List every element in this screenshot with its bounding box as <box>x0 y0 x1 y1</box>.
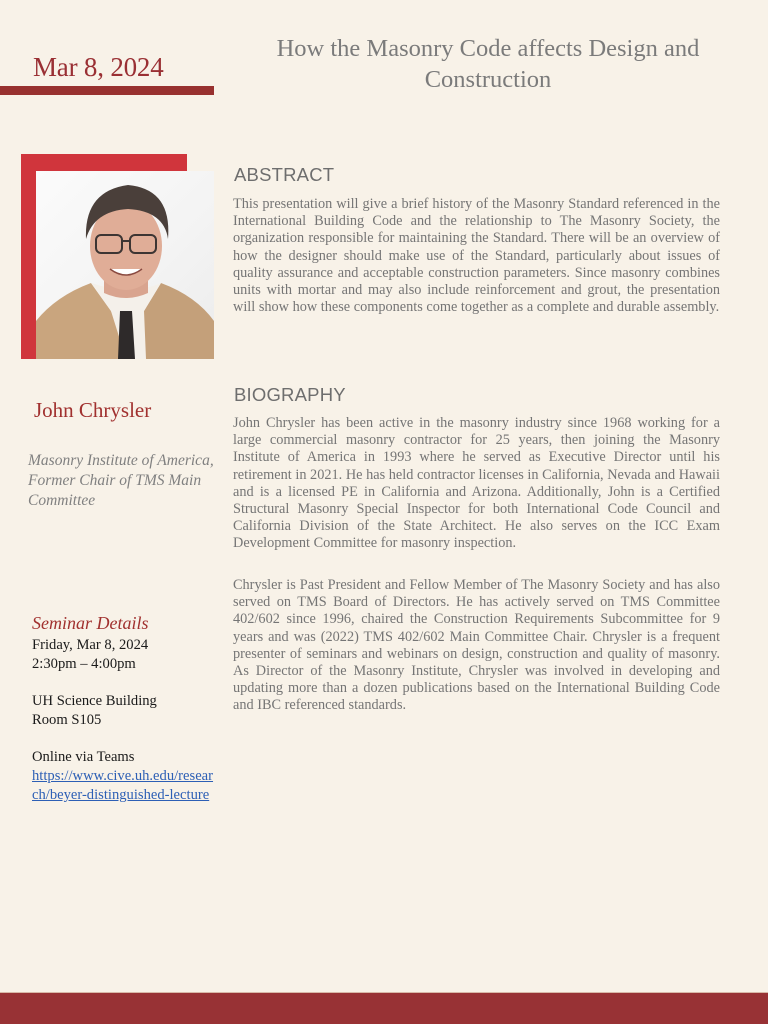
footer-bar <box>0 993 768 1024</box>
seminar-details <box>32 636 222 805</box>
seminar-building: UH Science Building <box>32 693 157 709</box>
teams-link[interactable]: https://www.cive.uh.edu/research/beyer-distinguished-lecture <box>32 768 214 803</box>
spacer <box>32 674 222 692</box>
biography-paragraph: John Chrysler has been active in the masonry industry since 1968 working for a large commercial masonry contractor for 25 years, then joining the Masonry Institute of America in 1993 where he served as Executive Director until his retirement in 2021. He has held contractor licenses in California, Nevada and Hawaii and is a licensed PE in California and Arizona. Additionally, John is a Certified Structural Masonry Special Inspector for both International Code Council and California Division of the State Architect. He also serves on the ICC Exam Development Committee for masonry inspection. <box>233 415 720 552</box>
seminar-time: 2:30pm – 4:00pm <box>32 656 136 672</box>
date-underline-bar <box>0 86 214 95</box>
speaker-affiliation: Masonry Institute of America, Former Chair of TMS Main Committee <box>28 452 214 509</box>
spacer <box>32 730 222 748</box>
online-label: Online via Teams <box>32 749 135 765</box>
portrait-illustration <box>36 171 214 359</box>
speaker-photo <box>36 171 214 359</box>
abstract-heading: ABSTRACT <box>234 164 335 185</box>
event-date: Mar 8, 2024 <box>33 52 164 82</box>
abstract-text: This presentation will give a brief history of the Masonry Standard referenced in the International Building Code and the relationship to The Masonry Society, the organization responsible for maintaining the Standard. There will be an overview of how the designer should make use of the Standard, particularly about issues of quality assurance and acceptable construction parameters. Since masonry combines units with mortar and may also include reinforcement and grout, the presentation will show how these components come together as a complete and durable assembly. <box>233 196 720 316</box>
seminar-details-heading: Seminar Details <box>32 613 149 633</box>
biography-paragraph: Chrysler is Past President and Fellow Member of The Masonry Society and has also served on TMS Board of Directors. He has actively served on TMS Committee 402/602 since 1996, chaired the Construction Requirements Subcommittee for 9 years and was (2022) TMS 402/602 Main Committee Chair. Chrysler is a frequent presenter of seminars and webinars on design, construction and quality of masonry. As Director of the Masonry Institute, Chrysler was involved in developing and updating more than a dozen publications based on the International Building Code and IBC referenced standards. <box>233 577 720 714</box>
speaker-name: John Chrysler <box>34 398 152 422</box>
seminar-date: Friday, Mar 8, 2024 <box>32 637 149 653</box>
seminar-room: Room S105 <box>32 712 102 728</box>
biography-heading: BIOGRAPHY <box>234 384 346 405</box>
presentation-title: How the Masonry Code affects Design and Construction <box>276 35 700 93</box>
